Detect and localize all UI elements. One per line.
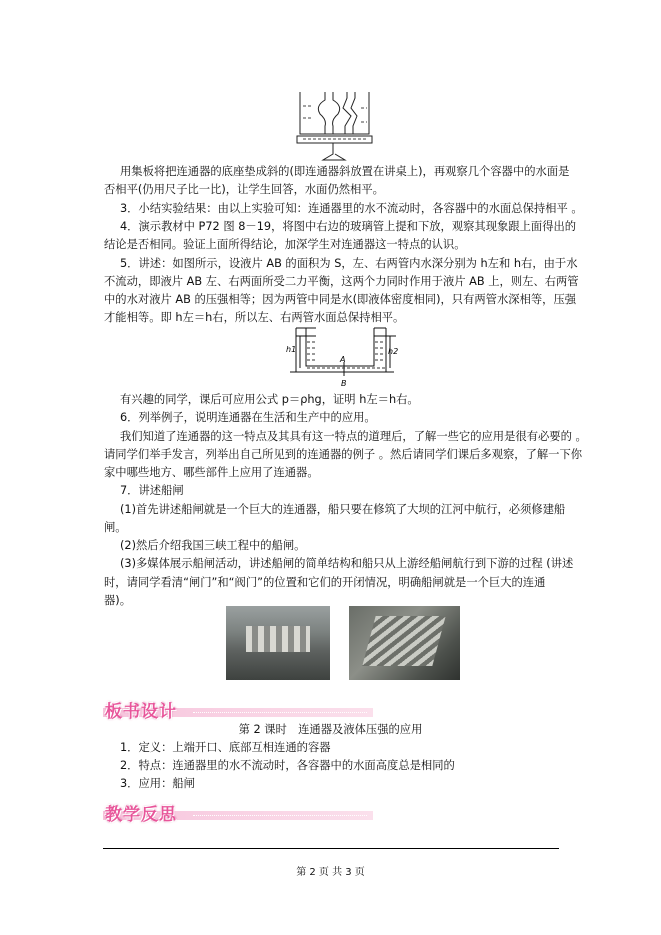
paragraph-line: 7．讲述船闸 (120, 484, 184, 497)
page-number: 第 2 页 共 3 页 (296, 867, 365, 878)
paragraph-line: 请同学们举手发言，列举出自己所见到的连通器的例子 。然后请同学们课后多观察，了解一下你 (104, 448, 583, 461)
board-design-header (103, 697, 373, 722)
paragraph-line: 器)。 (104, 594, 132, 607)
label-b: B (341, 379, 347, 388)
paragraph-line: (3)多媒体展示船闸活动，讲述船闸的简单结构和船只从上游经船闸航行到下游的过程 (讲述 (120, 557, 574, 570)
label-h1: h1 (286, 345, 297, 354)
paragraph-line: 用集板将把连通器的底座垫成斜的(即连通器斜放置在讲桌上)，再观察几个容器中的水面是 (120, 165, 570, 178)
paragraph-line: (1)首先讲述船闸就是一个巨大的连通器，船只要在修筑了大坝的江河中航行，必须修建船 (120, 503, 566, 516)
paragraph-line: 才能相等。即 h左＝h右，所以左、右两管水面总保持相平。 (104, 311, 405, 324)
paragraph-line: 6．列举例子，说明连通器在生活和生产中的应用。 (120, 411, 376, 424)
board-item: 2．特点：连通器里的水不流动时，各容器中的水面高度总是相同的 (120, 759, 455, 772)
paragraph-line: 我们知道了连通器的这一特点及其具有这一特点的道理后，了解一些它的应用是很有必要的 。 (120, 430, 587, 443)
label-a: A (340, 355, 346, 364)
reflection-header (103, 800, 373, 825)
board-design-heading: 板书设计 (105, 702, 177, 722)
footer-divider (103, 848, 559, 849)
paragraph-line: 家中哪些地方、哪些部件上应用了连通器。 (104, 466, 319, 479)
paragraph-line: 时，请同学看清“闸门”和“阀门”的位置和它们的开闭情况，明确船闸就是一个巨大的连通 (104, 576, 546, 589)
paragraph-line: 闸。 (104, 521, 127, 534)
board-item: 3．应用：船闸 (120, 777, 195, 790)
paragraph-line: 5．讲述：如图所示，设液片 AB 的面积为 S，左、右两管内水深分别为 h左和 h右，由于水 (120, 257, 578, 270)
paragraph-line: 结论是否相同。验证上面所得结论，加深学生对连通器这一特点的认识。 (104, 238, 466, 251)
ship-lock-photo-1 (226, 606, 330, 680)
communicating-vessels-figure (295, 86, 375, 162)
paragraph-line: 不流动，即液片 AB 左、右两面所受二力平衡，这两个力同时作用于液片 AB 上，则左、右两管 (104, 275, 579, 288)
paragraph-line: 有兴趣的同学，课后可应用公式 p＝ρhg，证明 h左＝h右。 (120, 393, 419, 406)
paragraph-line: 4．演示教材中 P72 图 8－19，将图中右边的玻璃管上提和下放，观察其现象跟上面得出的 (120, 220, 577, 233)
ship-lock-photo-2 (349, 606, 460, 680)
reflection-heading: 教学反思 (105, 805, 177, 825)
board-item: 1．定义：上端开口、底部互相连通的容器 (120, 741, 331, 754)
paragraph-line: (2)然后介绍我国三峡工程中的船闸。 (120, 539, 306, 552)
u-tube-figure (282, 322, 400, 388)
paragraph-line: 否相平(仍用尺子比一比)，让学生回答，水面仍然相平。 (104, 183, 384, 196)
board-design-title: 第 2 课时 连通器及液体压强的应用 (238, 723, 423, 736)
label-h2: h2 (388, 347, 399, 356)
paragraph-line: 中的水对液片 AB 的压强相等；因为两管中同是水(即液体密度相同)，只有两管水深相等，压强 (104, 293, 577, 306)
paragraph-line: 3．小结实验结果：由以上实验可知：连通器里的水不流动时，各容器中的水面总保持相平 。 (120, 202, 583, 215)
